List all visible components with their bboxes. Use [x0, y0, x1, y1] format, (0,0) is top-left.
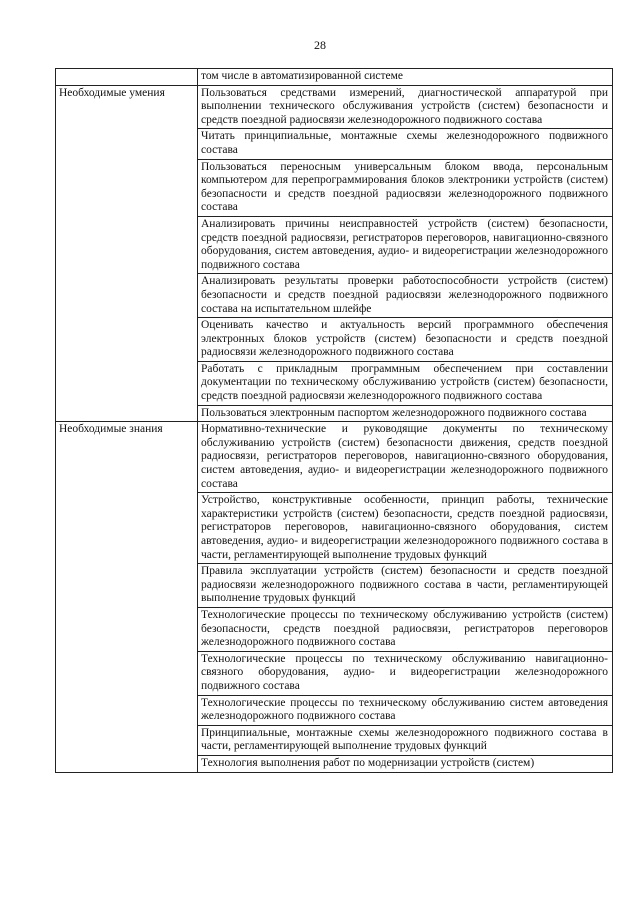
skill-item: Пользоваться переносным универсальным блоком ввода, персональным компьютером для перепрограммирования блоков электроники устройств (систем) безопасности и средств поездной радиосвязи железнодорожного подвижного состава [198, 159, 613, 216]
knowledge-item: Устройство, конструктивные особенности, принцип работы, технические характеристики устройств (систем) безопасности, средств поездной радиосвязи, регистраторов переговоров, навигационно-связного оборудования, систем автоведения, аудио- и видеорегистрации железнодорожного подвижного состава в части, регламентирующей выполнение трудовых функций [198, 493, 613, 564]
empty-label-cell [56, 69, 198, 86]
knowledge-item: Принципиальные, монтажные схемы железнодорожного подвижного состава в части, регламентирующей выполнение трудовых функций [198, 725, 613, 755]
section-label-skills: Необходимые умения [56, 85, 198, 422]
skill-item: Анализировать результаты проверки работоспособности устройств (систем) безопасности и средств поездной радиосвязи железнодорожного подвижного состава на испытательном шлейфе [198, 274, 613, 318]
table-row [56, 422, 613, 493]
skill-item: Пользоваться электронным паспортом железнодорожного подвижного состава [198, 405, 613, 422]
skill-item: Анализировать причины неисправностей устройств (систем) безопасности, средств поездной радиосвязи, регистраторов переговоров, навигационно-связного оборудования, систем автоведения, аудио- и видеорегистрации железнодорожного подвижного состава [198, 216, 613, 273]
knowledge-item: Правила эксплуатации устройств (систем) безопасности и средств поездной радиосвязи железнодорожного подвижного состава в части, регламентирующей выполнение трудовых функций [198, 564, 613, 608]
knowledge-item: Технологические процессы по техническому обслуживанию навигационно-связного оборудования, аудио- и видеорегистрации железнодорожного подвижного состава [198, 651, 613, 695]
skill-item: Пользоваться средствами измерений, диагностической аппаратурой при выполнении технического обслуживания устройств (систем) безопасности и средств поездной радиосвязи железнодорожного подвижного состава [198, 85, 613, 129]
knowledge-item: Технологические процессы по техническому обслуживанию устройств (систем) безопасности, средств поездной радиосвязи, регистраторов переговоров железнодорожного подвижного состава [198, 607, 613, 651]
skill-item: Читать принципиальные, монтажные схемы железнодорожного подвижного состава [198, 129, 613, 159]
table-row [56, 69, 613, 86]
skill-item: Работать с прикладным программным обеспечением при составлении документации по техническому обслуживанию устройств (систем) безопасности, средств поездной радиосвязи железнодорожного подвижного состава [198, 361, 613, 405]
section-label-knowledge: Необходимые знания [56, 422, 198, 772]
table-row [56, 85, 613, 129]
knowledge-item: Технологические процессы по техническому обслуживанию систем автоведения железнодорожного подвижного состава [198, 695, 613, 725]
continuation-cell: том числе в автоматизированной системе [198, 69, 613, 86]
knowledge-item: Технология выполнения работ по модернизации устройств (систем) [198, 755, 613, 772]
requirements-table [55, 68, 613, 773]
page-number: 28 [314, 38, 326, 52]
skill-item: Оценивать качество и актуальность версий программного обеспечения электронных блоков устройств (систем) безопасности и средств поездной радиосвязи железнодорожного подвижного состава [198, 318, 613, 362]
knowledge-item: Нормативно-технические и руководящие документы по техническому обслуживанию устройств (систем) безопасности движения, средств поездной радиосвязи, регистраторов переговоров, навигационно-связного оборудования, систем автоведения, аудио- и видеорегистрации железнодорожного подвижного состава [198, 422, 613, 493]
